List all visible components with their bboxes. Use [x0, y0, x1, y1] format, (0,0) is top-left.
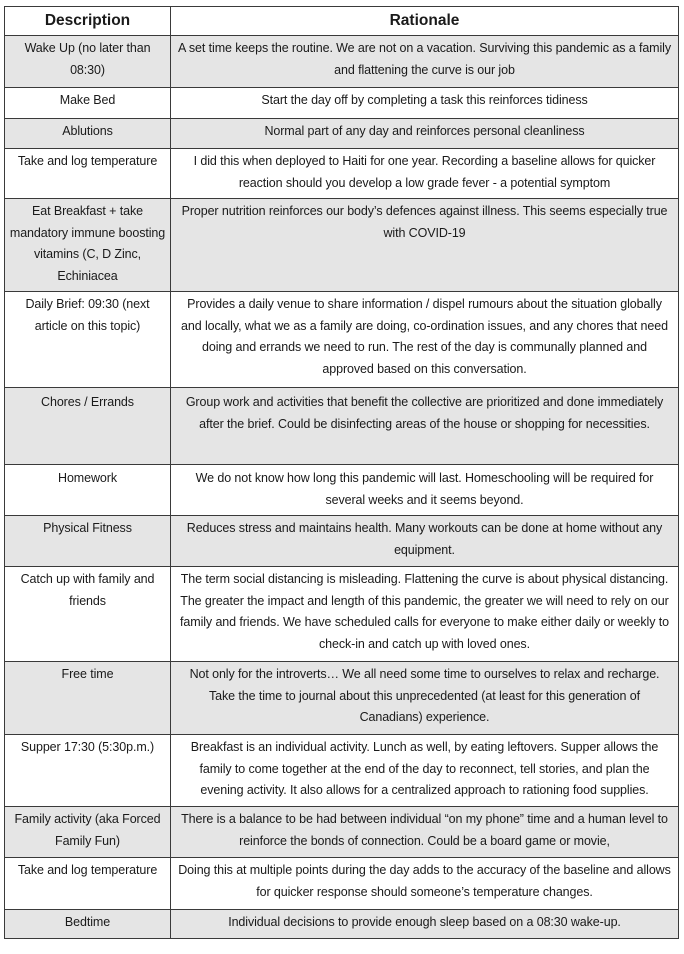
row-rationale: There is a balance to be had between individual “on my phone” time and a human level to reinforce the bonds of connection. Could be a board game or movie,	[171, 807, 679, 858]
row-rationale: A set time keeps the routine. We are not on a vacation. Surviving this pandemic as a family and flattening the curve is our job	[171, 36, 679, 88]
row-description: Ablutions	[5, 119, 171, 149]
table-row	[5, 807, 679, 858]
row-rationale: We do not know how long this pandemic will last. Homeschooling will be required for several weeks and it seems beyond.	[171, 465, 679, 516]
row-description: Free time	[5, 662, 171, 735]
row-rationale: Start the day off by completing a task this reinforces tidiness	[171, 88, 679, 119]
row-description: Supper 17:30 (5:30p.m.)	[5, 735, 171, 807]
row-rationale: Reduces stress and maintains health. Many workouts can be done at home without any equipment.	[171, 516, 679, 567]
table-row	[5, 36, 679, 88]
table-row	[5, 149, 679, 199]
row-description: Physical Fitness	[5, 516, 171, 567]
description-column-header: Description	[5, 7, 171, 36]
row-description: Take and log temperature	[5, 149, 171, 199]
table-row	[5, 119, 679, 149]
row-rationale: Normal part of any day and reinforces personal cleanliness	[171, 119, 679, 149]
row-rationale: Provides a daily venue to share information / dispel rumours about the situation globally and locally, what we as a family are doing, co-ordination issues, and any chores that need doing and errands we need to run. The rest of the day is communally planned and approved based on this conversation.	[171, 292, 679, 388]
row-rationale: Group work and activities that benefit the collective are prioritized and done immediately after the brief. Could be disinfecting areas of the house or shopping for necessities.	[171, 388, 679, 465]
table-row	[5, 858, 679, 910]
table-row	[5, 662, 679, 735]
table-row	[5, 292, 679, 388]
table-row	[5, 516, 679, 567]
table-row	[5, 735, 679, 807]
row-rationale: Not only for the introverts… We all need some time to ourselves to relax and recharge. Take the time to journal about this unprecedented (at least for this generation of Canadians) experience.	[171, 662, 679, 735]
table-row	[5, 88, 679, 119]
row-rationale: The term social distancing is misleading. Flattening the curve is about physical distancing. The greater the impact and length of this pandemic, the greater we will need to rely on our family and friends. We have scheduled calls for everyone to make either daily or weekly to check-in and catch up with loved ones.	[171, 567, 679, 662]
row-description: Daily Brief: 09:30 (next article on this topic)	[5, 292, 171, 388]
row-rationale: Doing this at multiple points during the day adds to the accuracy of the baseline and allows for quicker response should someone’s temperature changes.	[171, 858, 679, 910]
row-rationale: Individual decisions to provide enough sleep based on a 08:30 wake-up.	[171, 910, 679, 939]
table-row	[5, 567, 679, 662]
row-description: Chores / Errands	[5, 388, 171, 465]
row-description: Bedtime	[5, 910, 171, 939]
routine-table-container	[4, 6, 679, 939]
row-description: Catch up with family and friends	[5, 567, 171, 662]
row-description: Wake Up (no later than 08:30)	[5, 36, 171, 88]
table-row	[5, 388, 679, 465]
row-description: Homework	[5, 465, 171, 516]
table-header-row	[5, 7, 679, 36]
table-row	[5, 910, 679, 939]
table-row	[5, 465, 679, 516]
row-description: Make Bed	[5, 88, 171, 119]
row-rationale: Proper nutrition reinforces our body’s defences against illness. This seems especially true with COVID-19	[171, 199, 679, 292]
rationale-column-header: Rationale	[171, 7, 679, 36]
table-row	[5, 199, 679, 292]
row-description: Family activity (aka Forced Family Fun)	[5, 807, 171, 858]
row-description: Take and log temperature	[5, 858, 171, 910]
row-rationale: Breakfast is an individual activity. Lunch as well, by eating leftovers. Supper allows the family to come together at the end of the day to reconnect, tell stories, and plan the evening activity. It also allows for a centralized approach to rationing food supplies.	[171, 735, 679, 807]
row-rationale: I did this when deployed to Haiti for one year. Recording a baseline allows for quicker reaction should you develop a low grade fever - a potential symptom	[171, 149, 679, 199]
routine-table	[4, 6, 679, 939]
row-description: Eat Breakfast + take mandatory immune boosting vitamins (C, D Zinc, Echiniacea	[5, 199, 171, 292]
